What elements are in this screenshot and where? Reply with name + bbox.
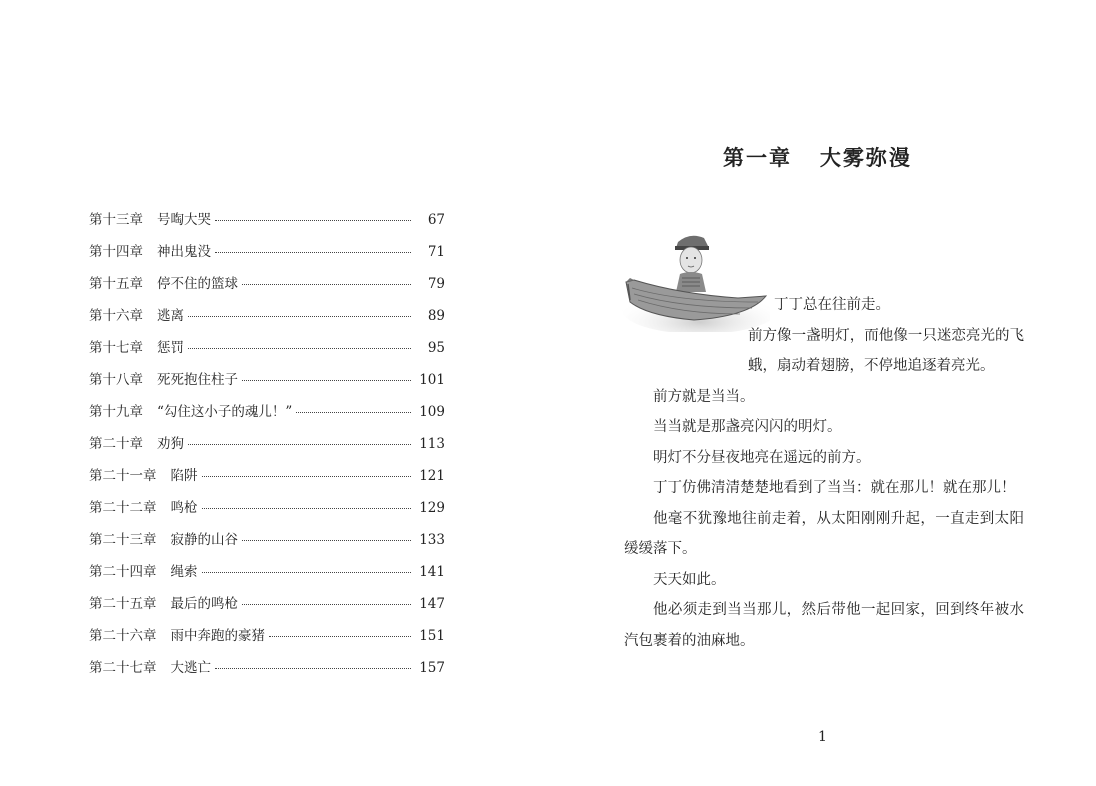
toc-page-number: 67 [427, 212, 445, 228]
toc-chapter-number: 第二十六章 [89, 628, 157, 644]
toc-chapter-title: 停不住的篮球 [157, 276, 238, 292]
toc-chapter-number: 第十七章 [89, 340, 143, 356]
toc-entry[interactable] [89, 210, 445, 242]
toc-entry[interactable] [89, 562, 445, 594]
toc-entry[interactable] [89, 498, 445, 530]
toc-chapter-number: 第十八章 [89, 372, 143, 388]
toc-leader-dots [202, 475, 412, 477]
toc-chapter-title: 陷阱 [170, 468, 198, 484]
toc-entry[interactable] [89, 274, 445, 306]
toc-page-number: 121 [419, 468, 445, 484]
toc-chapter-title: 号啕大哭 [157, 212, 211, 228]
paragraph: 前方像一盏明灯，而他像一只迷恋亮光的飞蛾，扇动着翅膀，不停地追逐着亮光。 [748, 327, 1024, 374]
paragraph: 明灯不分昼夜地亮在遥远的前方。 [653, 449, 871, 466]
chapter-body [624, 290, 1024, 656]
toc-entry[interactable] [89, 626, 445, 658]
toc-leader-dots [242, 283, 411, 285]
toc-leader-dots [202, 571, 412, 573]
paragraph: 他必须走到当当那儿，然后带他一起回家，回到终年被水汽包裹着的油麻地。 [624, 602, 1024, 649]
toc-chapter-title: 劝狗 [157, 436, 184, 452]
toc-leader-dots [242, 603, 411, 605]
toc-entry[interactable] [89, 466, 445, 498]
chapter-title: 第一章 大雾弥漫 [723, 145, 912, 170]
toc-chapter-number: 第十四章 [89, 244, 143, 260]
toc-leader-dots [242, 379, 411, 381]
toc-chapter-title: 绳索 [170, 564, 198, 580]
paragraph: 丁丁仿佛清清楚楚地看到了当当：就在那儿！就在那儿！ [653, 480, 1016, 496]
toc-chapter-title: 大逃亡 [170, 660, 211, 676]
toc-chapter-title: 寂静的山谷 [170, 532, 238, 548]
toc-entry[interactable] [89, 402, 445, 434]
toc-chapter-title: 雨中奔跑的豪猪 [170, 628, 265, 644]
toc-leader-dots [242, 539, 411, 541]
toc-chapter-number: 第十五章 [89, 276, 143, 292]
toc-chapter-number: 第二十七章 [89, 660, 157, 676]
paragraph: 丁丁总在往前走。 [774, 297, 890, 313]
paragraph: 前方就是当当。 [653, 388, 755, 405]
toc-chapter-number: 第十三章 [89, 212, 143, 228]
toc-entry[interactable] [89, 658, 445, 690]
toc-entry[interactable] [89, 306, 445, 338]
toc-page-number: 129 [419, 500, 445, 516]
toc-chapter-title: 逃离 [157, 308, 184, 324]
toc-chapter-number: 第二十五章 [89, 596, 157, 612]
toc-page-number: 113 [419, 436, 445, 452]
toc-entry[interactable] [89, 594, 445, 626]
toc-page-number: 95 [427, 340, 445, 356]
table-of-contents [89, 210, 445, 690]
toc-chapter-number: 第二十三章 [89, 532, 157, 548]
toc-chapter-title: 最后的鸣枪 [170, 596, 238, 612]
toc-chapter-number: 第二十二章 [89, 500, 157, 516]
toc-leader-dots [188, 443, 411, 445]
right-page [548, 0, 1096, 786]
toc-chapter-title: 死死抱住柱子 [157, 372, 238, 388]
toc-leader-dots [215, 251, 411, 253]
toc-chapter-number: 第二十四章 [89, 564, 157, 580]
toc-leader-dots [269, 635, 411, 637]
paragraph: 天天如此。 [653, 571, 726, 588]
toc-chapter-title: 鸣枪 [170, 500, 198, 516]
toc-entry[interactable] [89, 338, 445, 370]
toc-chapter-number: 第二十章 [89, 436, 143, 452]
toc-chapter-title: 惩罚 [157, 340, 184, 356]
toc-page-number: 101 [419, 372, 445, 388]
toc-page-number: 109 [419, 404, 445, 420]
toc-page-number: 147 [419, 596, 445, 612]
toc-chapter-title: 神出鬼没 [157, 244, 211, 260]
toc-page-number: 151 [419, 628, 445, 644]
toc-entry[interactable] [89, 530, 445, 562]
toc-chapter-title: “勾住这小子的魂儿！” [157, 404, 293, 420]
toc-leader-dots [296, 411, 411, 413]
paragraph: 他毫不犹豫地往前走着，从太阳刚刚升起，一直走到太阳缓缓落下。 [624, 510, 1024, 557]
page-number: 1 [818, 729, 827, 745]
toc-chapter-number: 第二十一章 [89, 468, 157, 484]
toc-entry[interactable] [89, 242, 445, 274]
toc-leader-dots [188, 347, 411, 349]
toc-entry[interactable] [89, 434, 445, 466]
toc-page-number: 133 [419, 532, 445, 548]
toc-leader-dots [188, 315, 411, 317]
toc-leader-dots [215, 667, 411, 669]
toc-page-number: 71 [427, 244, 445, 260]
toc-page-number: 89 [427, 308, 445, 324]
toc-entry[interactable] [89, 370, 445, 402]
toc-leader-dots [202, 507, 412, 509]
paragraph: 当当就是那盏亮闪闪的明灯。 [653, 419, 842, 435]
toc-page-number: 157 [419, 660, 445, 676]
toc-chapter-number: 第十九章 [89, 404, 143, 420]
toc-chapter-number: 第十六章 [89, 308, 143, 324]
toc-leader-dots [215, 219, 411, 221]
toc-page-number: 79 [427, 276, 445, 292]
toc-page-number: 141 [419, 564, 445, 580]
